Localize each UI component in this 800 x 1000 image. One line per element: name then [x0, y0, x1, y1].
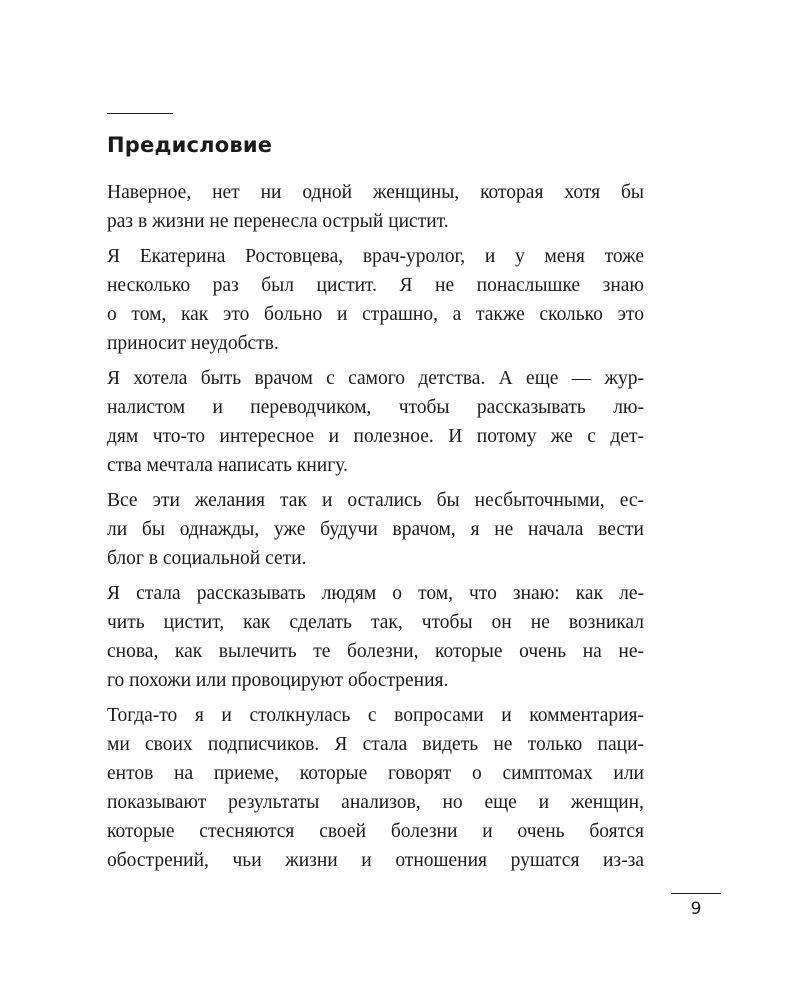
chapter-heading: Предисловие — [107, 133, 273, 157]
text-line: ства мечтала написать книгу. — [107, 455, 348, 476]
top-rule — [107, 113, 173, 114]
text-line: Наверное, нет ни одной женщины, которая хотя бы — [107, 182, 644, 203]
text-line: раз в жизни не перенесла острый цистит. — [107, 211, 449, 232]
page-number: 9 — [690, 899, 702, 919]
text-line: дям что-то интересное и полезное. И потому же с дет- — [107, 426, 644, 447]
text-line: показывают результаты анализов, но еще и женщин, — [107, 792, 644, 813]
paragraph — [107, 178, 644, 236]
paragraph — [107, 701, 644, 875]
text-line: ми своих подписчиков. Я стала видеть не только паци- — [107, 734, 644, 755]
text-line: обострений, чьи жизни и отношения рушатся из-за — [107, 850, 644, 871]
paragraph — [107, 242, 644, 358]
text-line: чить цистит, как сделать так, чтобы он не возникал — [107, 612, 644, 633]
text-line: Я стала рассказывать людям о том, что знаю: как ле- — [107, 583, 644, 604]
footer-rule — [671, 893, 721, 894]
text-line: Я хотела быть врачом с самого детства. А еще — жур- — [107, 368, 644, 389]
text-line: ентов на приеме, которые говорят о симптомах или — [107, 763, 644, 784]
text-line: го похожи или провоцируют обострения. — [107, 670, 449, 691]
paragraph — [107, 364, 644, 480]
text-line: блог в социальной сети. — [107, 548, 307, 569]
text-line: ли бы однажды, уже будучи врачом, я не начала вести — [107, 519, 644, 540]
text-line: Тогда-то я и столкнулась с вопросами и комментария- — [107, 705, 644, 726]
text-line: о том, как это больно и страшно, а также сколько это — [107, 304, 644, 325]
text-line: которые стесняются своей болезни и очень боятся — [107, 821, 644, 842]
text-line: налистом и переводчиком, чтобы рассказывать лю- — [107, 397, 644, 418]
text-line: Я Екатерина Ростовцева, врач-уролог, и у меня тоже — [107, 246, 644, 267]
body-text — [107, 178, 644, 881]
text-line: приносит неудобств. — [107, 333, 279, 354]
paragraph — [107, 579, 644, 695]
text-line: снова, как вылечить те болезни, которые очень на не- — [107, 641, 644, 662]
text-line: Все эти желания так и остались бы несбыточными, ес- — [107, 490, 644, 511]
paragraph — [107, 486, 644, 573]
text-line: несколько раз был цистит. Я не понаслышке знаю — [107, 275, 644, 296]
